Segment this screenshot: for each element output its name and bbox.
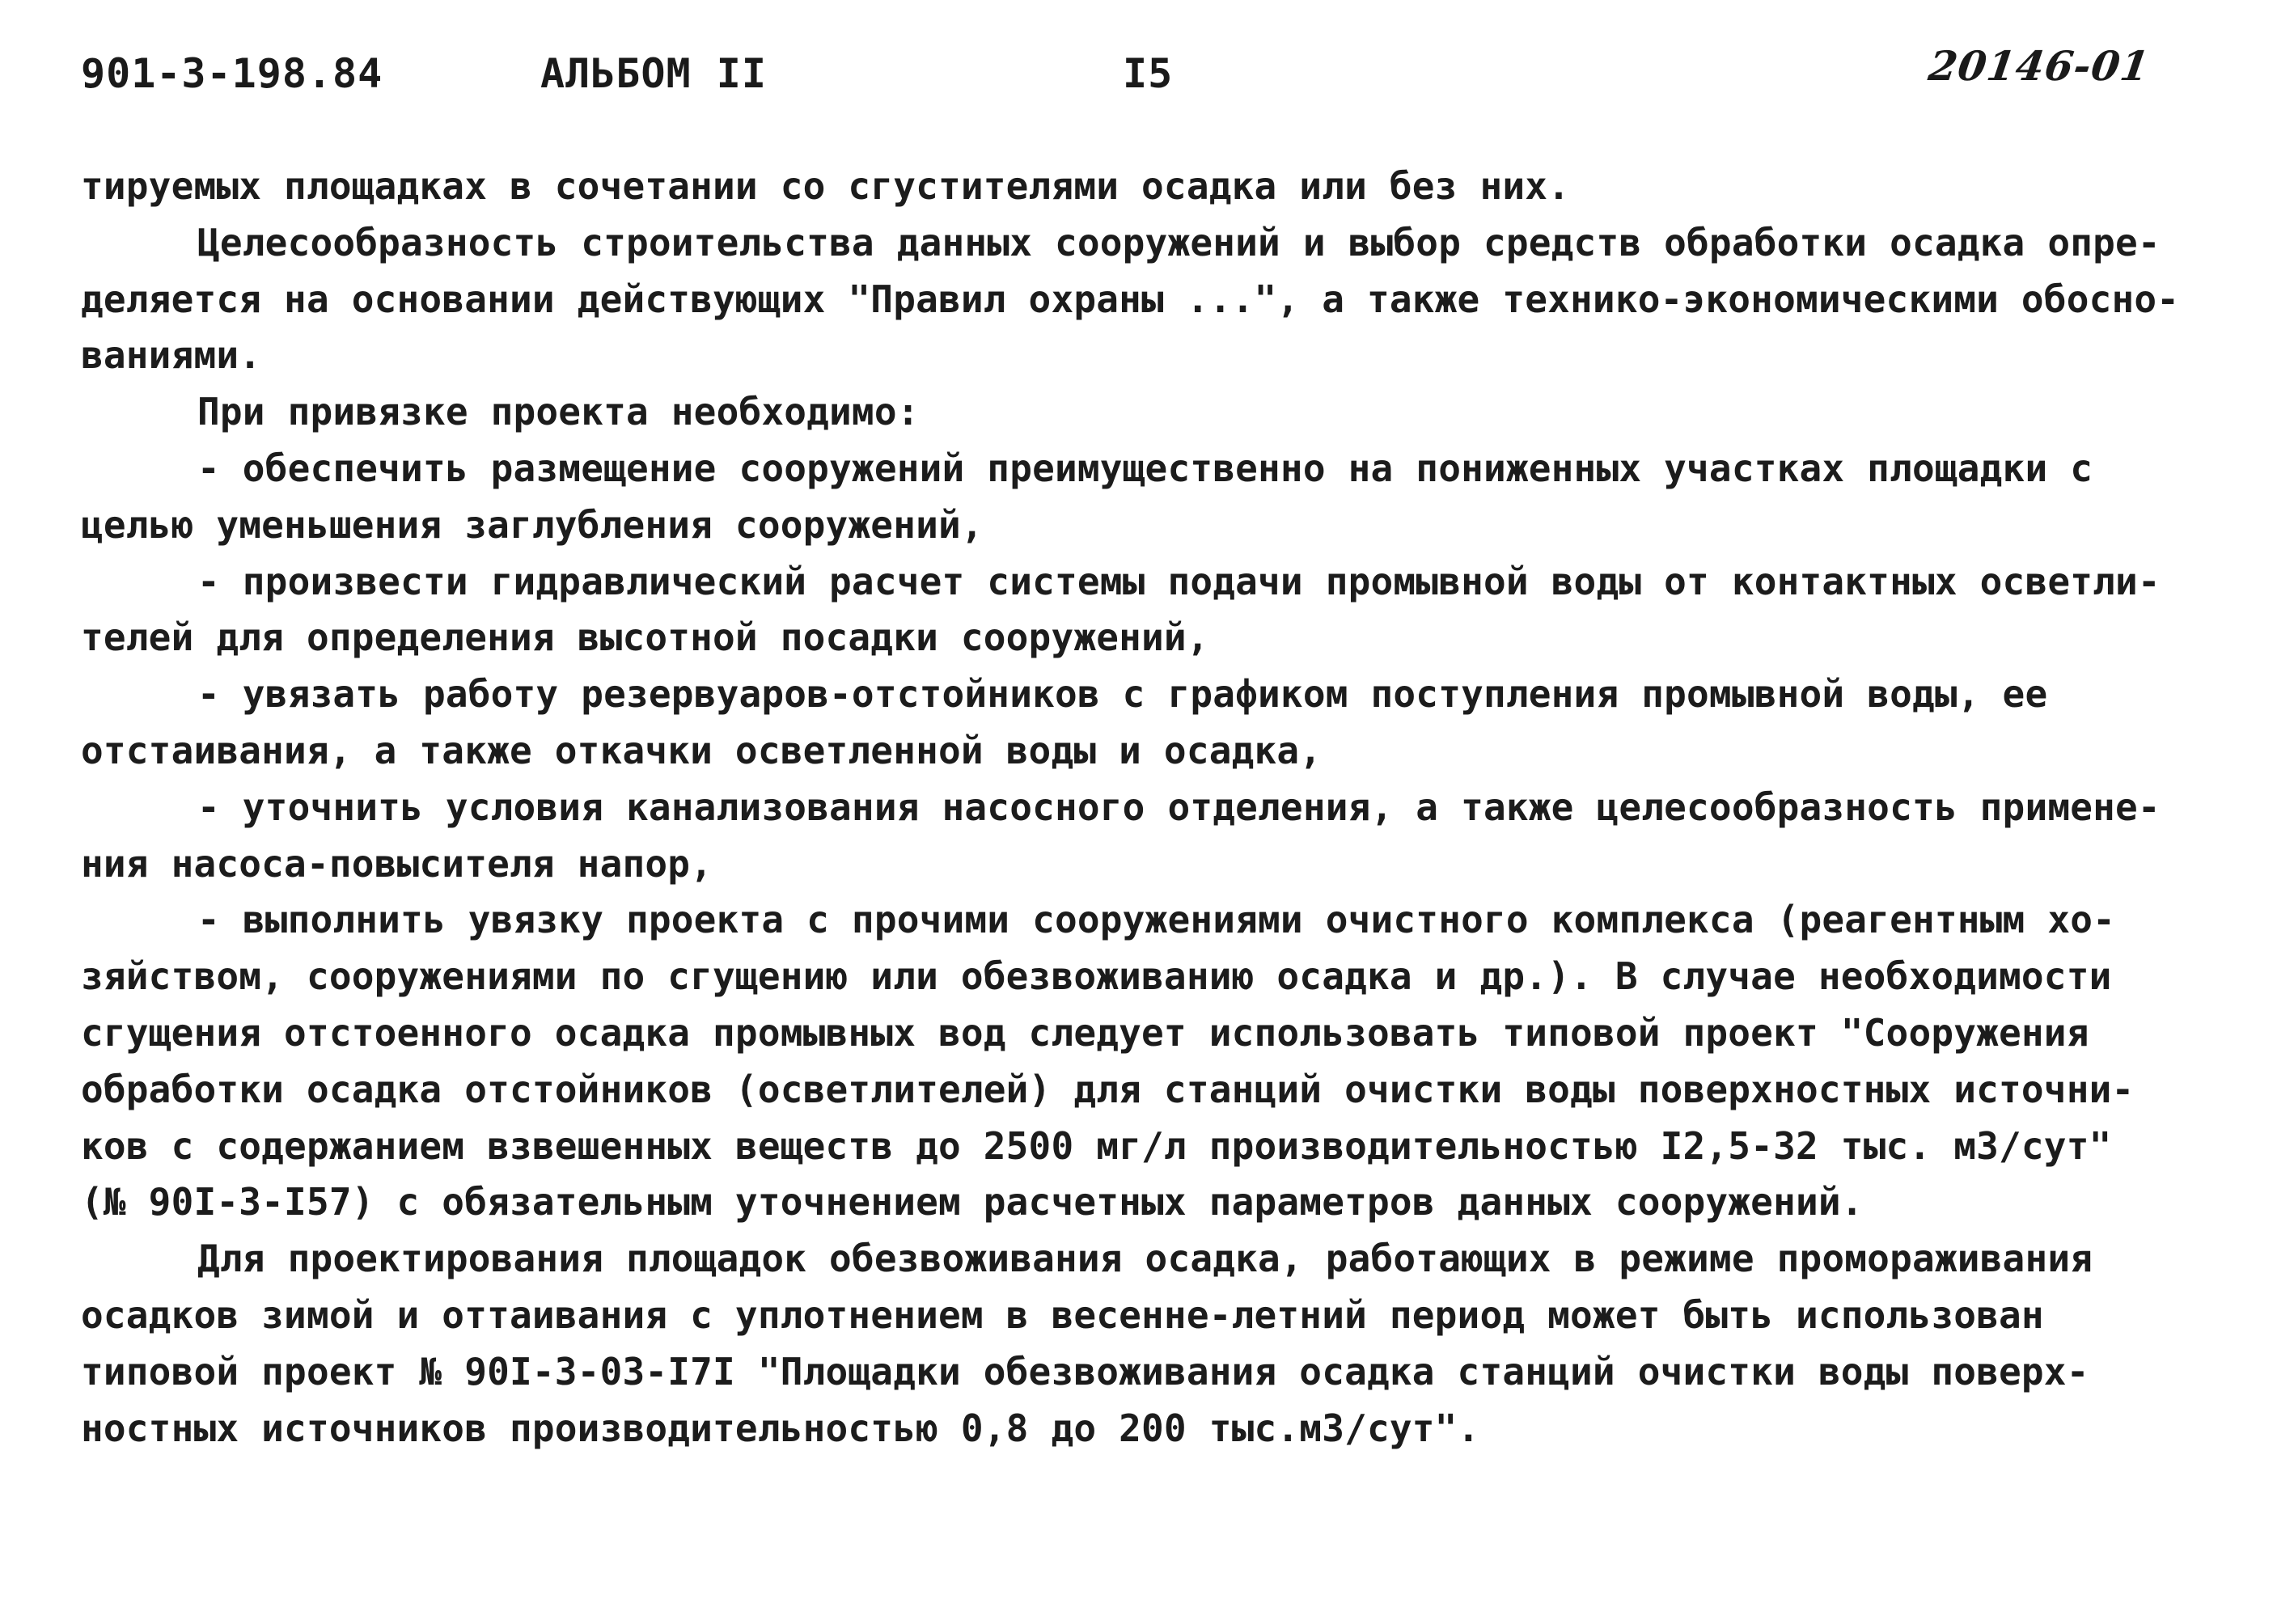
text-line: - увязать работу резервуаров-отстойников с графиком поступления промывной воды, ее xyxy=(197,672,2048,717)
text-line: сгущения отстоенного осадка промывных вод следует использовать типовой проект "Сооружения xyxy=(81,1010,2089,1055)
text-line: Для проектирования площадок обезвоживания осадка, работающих в режиме промораживания xyxy=(197,1237,2093,1281)
text-line: ния насоса-повысителя напор, xyxy=(81,841,713,886)
page-number: I5 xyxy=(1123,50,1174,97)
text-line: осадков зимой и оттаивания с уплотнением в весенне-летний период может быть использован xyxy=(81,1292,2044,1337)
text-line: - выполнить увязку проекта с прочими сооружениями очистного комплекса (реагентным хо- xyxy=(197,898,2116,942)
text-line: ваниями. xyxy=(81,333,262,378)
document-code: 901-3-198.84 xyxy=(81,50,383,97)
text-line: При привязке проекта необходимо: xyxy=(197,390,920,434)
text-line: типовой проект № 90I-3-03-I7I "Площадки обезвоживания осадка станций очистки воды поверх- xyxy=(81,1349,2089,1394)
text-line: - уточнить условия канализования насосного отделения, а также целесообразность примене- xyxy=(197,785,2161,829)
text-line: телей для определения высотной посадки сооружений, xyxy=(81,615,1209,660)
text-line: - обеспечить размещение сооружений преимущественно на пониженных участках площадки с xyxy=(197,446,2093,490)
text-line: Целесообразность строительства данных сооружений и выбор средств обработки осадка опре- xyxy=(197,220,2161,264)
text-line: (№ 90I-3-I57) с обязательным уточнением расчетных параметров данных сооружений. xyxy=(81,1180,1864,1224)
text-line: тируемых площадках в сочетании со сгустителями осадка или без них. xyxy=(81,164,1571,208)
text-line: обработки осадка отстойников (осветлителей) для станций очистки воды поверхностных источни- xyxy=(81,1067,2135,1111)
text-line: отстаивания, а также откачки осветленной воды и осадка, xyxy=(81,728,1323,772)
text-line: - произвести гидравлический расчет системы подачи промывной воды от контактных осветли- xyxy=(197,559,2161,603)
text-line: ков с содержанием взвешенных веществ до 2500 мг/л производительностью I2,5-32 тыс. м3/сут" xyxy=(81,1123,2112,1168)
text-line: зяйством, сооружениями по сгущению или обезвоживанию осадка и др.). В случае необходимости xyxy=(81,954,2112,999)
text-line: деляется на основании действующих "Правил охраны ...", а также технико-экономическими обосно- xyxy=(81,277,2180,321)
body-text xyxy=(81,159,2216,1457)
handwritten-number: 20146-01 xyxy=(1925,42,2153,90)
album-label: АЛЬБОМ II xyxy=(540,50,767,97)
text-line: целью уменьшения заглубления сооружений, xyxy=(81,502,984,547)
text-line: ностных источников производительностью 0,8 до 200 тыс.м3/сут". xyxy=(81,1406,1480,1450)
